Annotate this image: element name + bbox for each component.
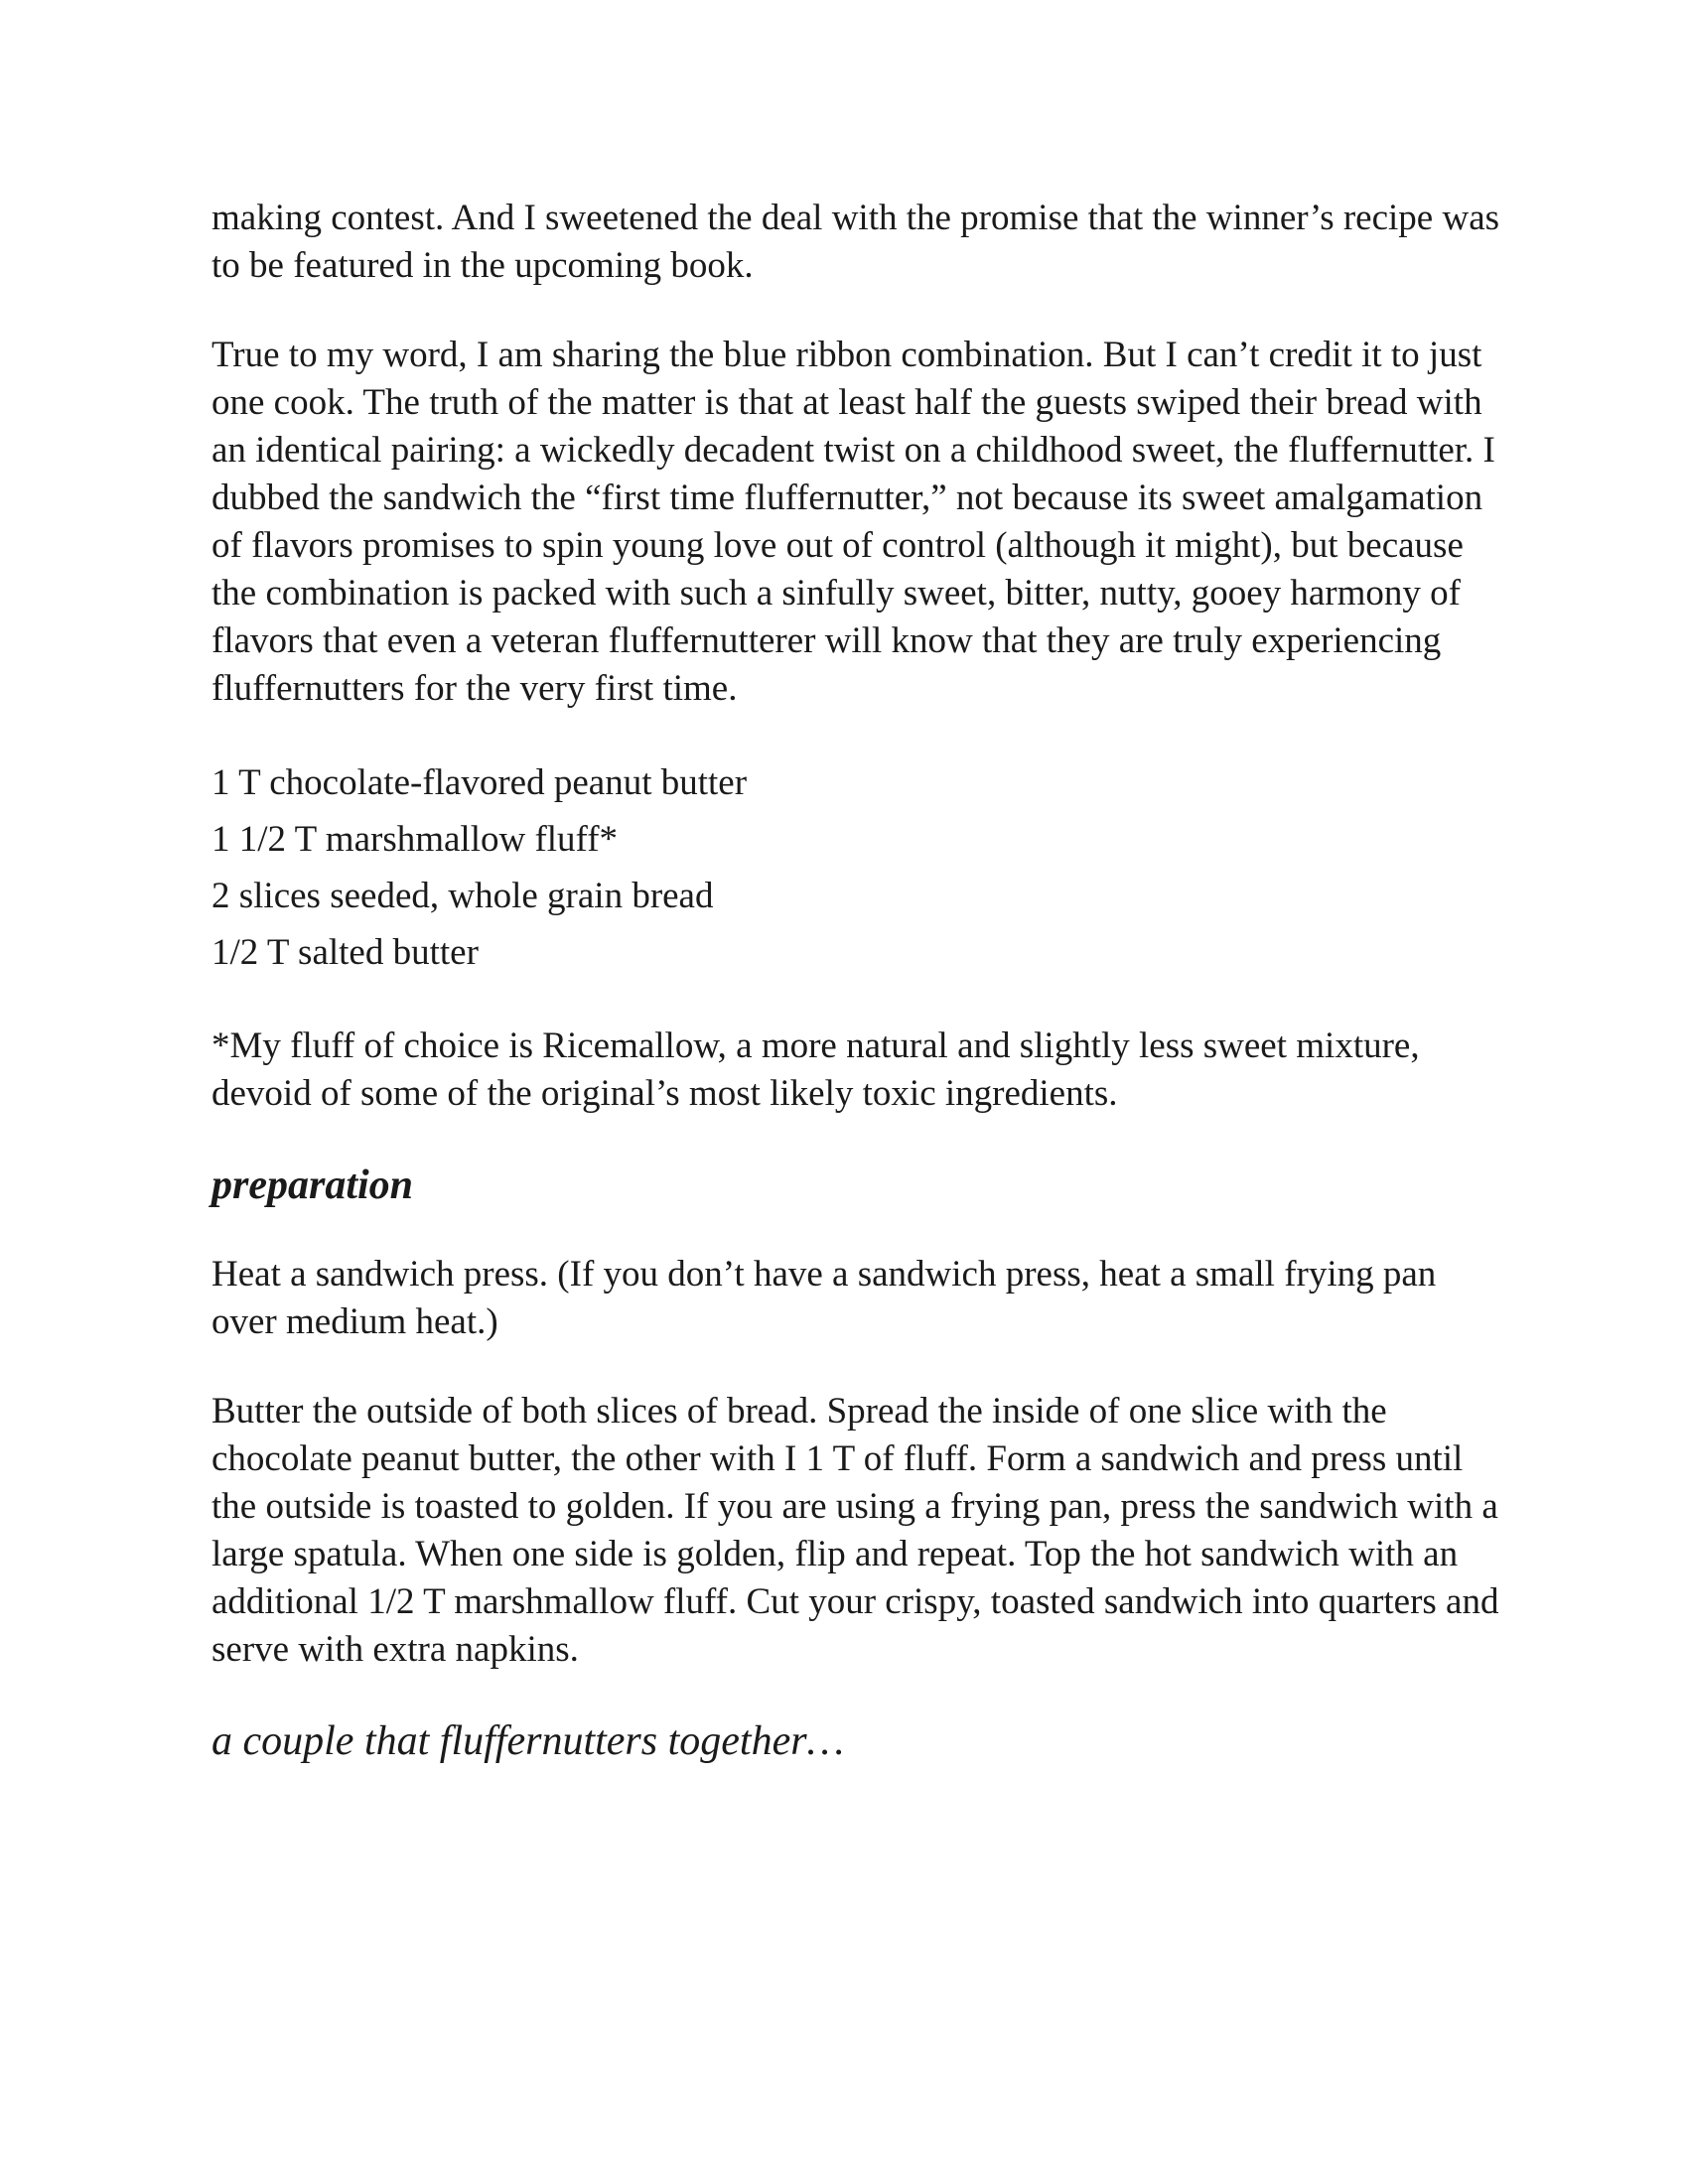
- preparation-step-1: Heat a sandwich press. (If you don’t have a sandwich press, heat a small frying pan over medium heat.): [211, 1254, 1437, 1342]
- ingredient-item: 2 slices seeded, whole grain bread: [211, 876, 714, 916]
- footnote: *My fluff of choice is Ricemallow, a more natural and slightly less sweet mixture, devoid of some of the original’s most likely toxic ingredients.: [211, 1025, 1420, 1114]
- ingredient-item: 1/2 T salted butter: [211, 932, 479, 973]
- closing-line: a couple that fluffernutters together…: [211, 1718, 844, 1764]
- ingredient-item: 1 1/2 T marshmallow fluff*: [211, 819, 619, 860]
- intro-paragraph-1: making contest. And I sweetened the deal with the promise that the winner’s recipe was to be featured in the upcoming book.: [211, 198, 1500, 286]
- ingredient-item: 1 T chocolate-flavored peanut butter: [211, 762, 748, 803]
- intro-paragraph-2: True to my word, I am sharing the blue ribbon combination. But I can’t credit it to just one cook. The truth of the matter is that at least half the guests swiped their bread with an identical pairing: a wickedly decadent twist on a childhood sweet, the fluffernutter. I dubbed the sandwich the “first time fluffernutter,” not because its sweet amalgamation of flavors promises to spin young love out of control (although it might), but because the combination is packed with such a sinfully sweet, bitter, nutty, gooey harmony of flavors that even a veteran fluffernutterer will know that they are truly experiencing fluffernutters for the very first time.: [211, 335, 1495, 709]
- ingredient-list: [211, 754, 1502, 981]
- preparation-step-2: Butter the outside of both slices of bread. Spread the inside of one slice with the chocolate peanut butter, the other with I 1 T of fluff. Form a sandwich and press until the outside is toasted to golden. If you are using a frying pan, press the sandwich with a large spatula. When one side is golden, flip and repeat. Top the hot sandwich with an additional 1/2 T marshmallow fluff. Cut your crispy, toasted sandwich into quarters and serve with extra napkins.: [211, 1391, 1499, 1670]
- preparation-heading: preparation: [211, 1162, 414, 1208]
- document-page: [211, 195, 1502, 1767]
